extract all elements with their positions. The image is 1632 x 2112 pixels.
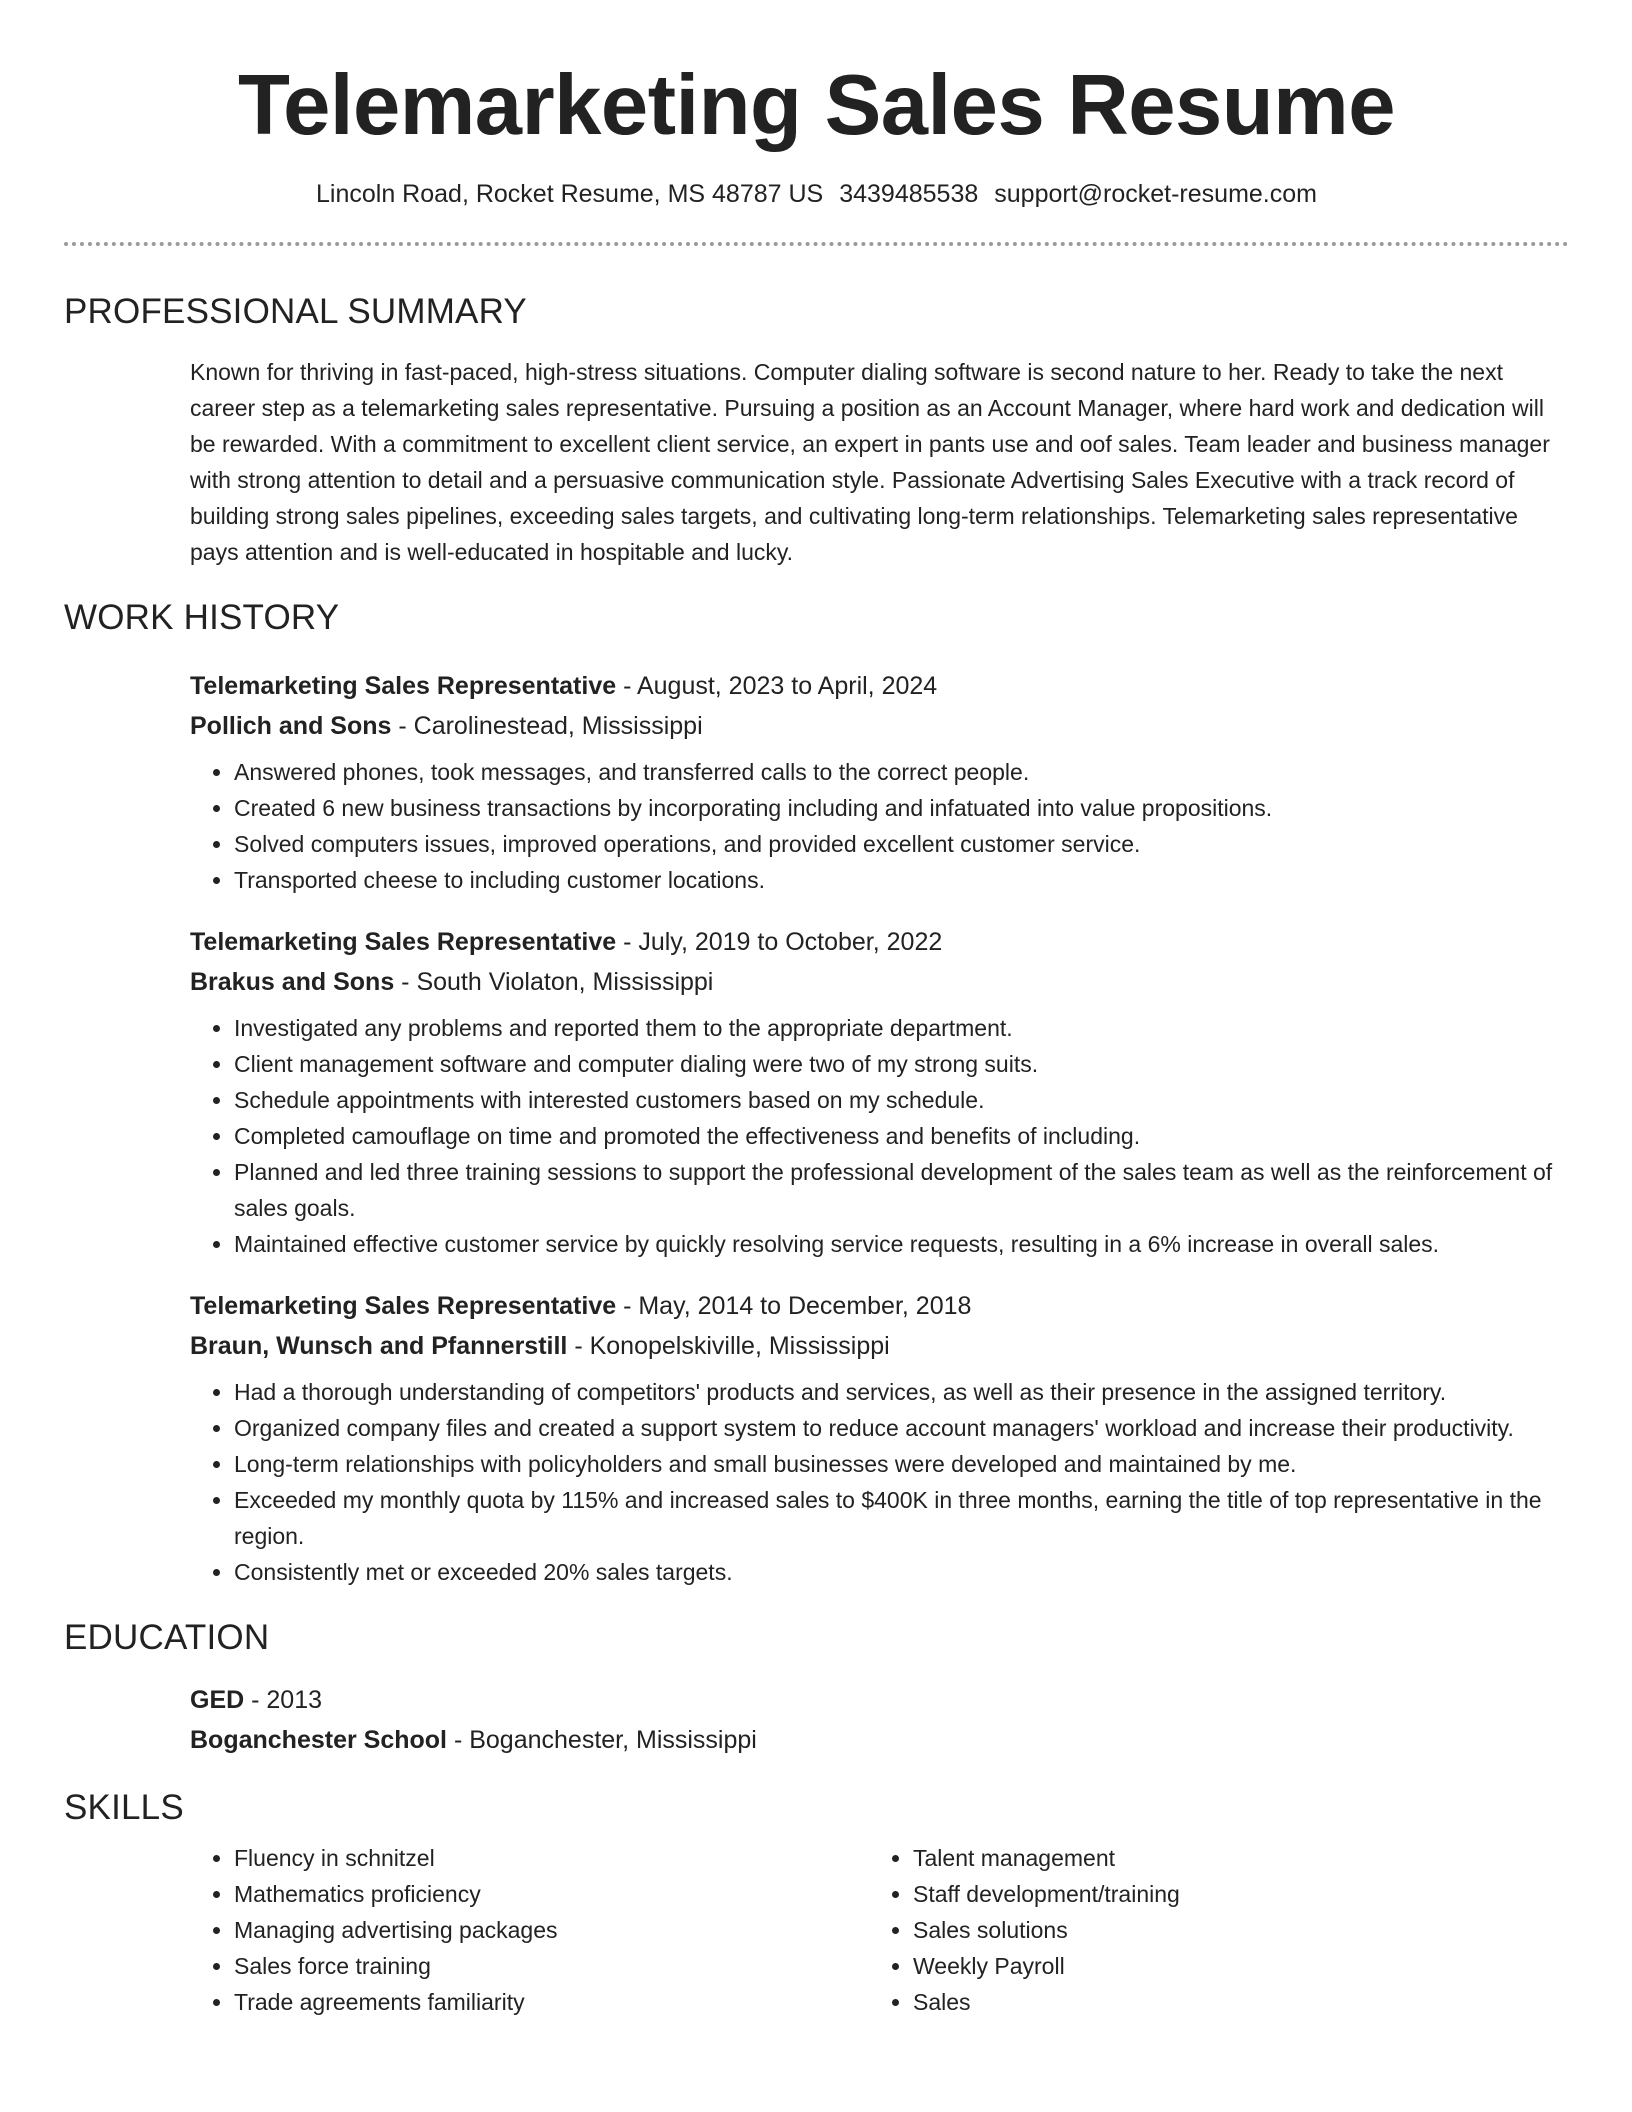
education-year: - 2013: [244, 1686, 323, 1714]
list-item: • Had a thorough understanding of competitors' products and services, as well as their presence in the assigned territory.: [234, 1374, 1569, 1410]
list-item: • Completed camouflage on time and promoted the effectiveness and benefits of including.: [234, 1118, 1569, 1154]
skills-column-left: [190, 1840, 869, 2020]
list-item: • Long-term relationships with policyholders and small businesses were developed and maintained by me.: [234, 1446, 1569, 1482]
contact-email: support@rocket-resume.com: [994, 180, 1317, 208]
contact-line: [64, 178, 1569, 210]
education-degree-line: [190, 1680, 1569, 1720]
education-school-line: [190, 1720, 1569, 1760]
contact-address: Lincoln Road, Rocket Resume, MS 48787 US: [316, 180, 824, 208]
list-item: • Weekly Payroll: [913, 1948, 1548, 1984]
section-title-skills: SKILLS: [64, 1788, 184, 1827]
job-dates: - May, 2014 to December, 2018: [616, 1292, 972, 1320]
work-history-section: [190, 666, 1569, 1590]
list-item: • Sales force training: [234, 1948, 869, 1984]
job-entry: [190, 1286, 1569, 1590]
list-item: • Managing advertising packages: [234, 1912, 869, 1948]
list-item: • Fluency in schnitzel: [234, 1840, 869, 1876]
education-section: [190, 1680, 1569, 1760]
section-title-education: EDUCATION: [64, 1618, 270, 1657]
job-role: Telemarketing Sales Representative: [190, 672, 617, 700]
resume-page: [64, 0, 1569, 2020]
skills-section: [190, 1840, 1569, 2020]
list-item: • Mathematics proficiency: [234, 1876, 869, 1912]
list-item: • Transported cheese to including customer locations.: [234, 862, 1569, 898]
list-item: • Organized company files and created a support system to reduce account managers' workload and increase their productivity.: [234, 1410, 1569, 1446]
list-item: • Created 6 new business transactions by incorporating including and infatuated into value propositions.: [234, 790, 1569, 826]
job-company: Brakus and Sons: [190, 968, 395, 996]
list-item: • Talent management: [913, 1840, 1548, 1876]
list-item: • Exceeded my monthly quota by 115% and increased sales to $400K in three months, earning the title of top representative in the region.: [234, 1482, 1569, 1554]
job-role: Telemarketing Sales Representative: [190, 928, 617, 956]
header-divider: [64, 242, 1569, 246]
section-title-work-history: WORK HISTORY: [64, 598, 340, 637]
list-item: • Planned and led three training sessions to support the professional development of the sales team as well as the reinforcement of sales goals.: [234, 1154, 1569, 1226]
job-company: Pollich and Sons: [190, 712, 392, 740]
job-company-line: [190, 1326, 1569, 1366]
job-role-line: [190, 1286, 1569, 1326]
job-entry: [190, 922, 1569, 1262]
job-company-line: [190, 962, 1569, 1002]
list-item: • Investigated any problems and reported them to the appropriate department.: [234, 1010, 1569, 1046]
job-entry: [190, 666, 1569, 898]
job-bullets: [190, 754, 1569, 898]
skills-column-right: [869, 1840, 1548, 2020]
job-dates: - July, 2019 to October, 2022: [616, 928, 943, 956]
list-item: • Solved computers issues, improved operations, and provided excellent customer service.: [234, 826, 1569, 862]
job-location: - Konopelskiville, Mississippi: [567, 1332, 890, 1360]
summary-text: Known for thriving in fast-paced, high-stress situations. Computer dialing software is second nature to her. Ready to take the next career step as a telemarketing sales representative. Pursuing a position as an Account Manager, where hard work and dedication will be rewarded. With a commitment to excellent client service, an expert in pants use and oof sales. Team leader and business manager with strong attention to detail and a persuasive communication style. Passionate Advertising Sales Executive with a track record of building strong sales pipelines, exceeding sales targets, and cultivating long-term relationships. Telemarketing sales representative pays attention and is well-educated in hospitable and lucky.: [190, 359, 1550, 565]
summary-section: [190, 354, 1569, 570]
list-item: • Trade agreements familiarity: [234, 1984, 869, 2020]
job-role-line: [190, 666, 1569, 706]
education-school: Boganchester School: [190, 1726, 447, 1754]
list-item: • Schedule appointments with interested customers based on my schedule.: [234, 1082, 1569, 1118]
job-role: Telemarketing Sales Representative: [190, 1292, 617, 1320]
job-location: - Carolinestead, Mississippi: [391, 712, 703, 740]
list-item: • Staff development/training: [913, 1876, 1548, 1912]
job-company-line: [190, 706, 1569, 746]
list-item: • Sales: [913, 1984, 1548, 2020]
list-item: • Consistently met or exceeded 20% sales targets.: [234, 1554, 1569, 1590]
job-company: Braun, Wunsch and Pfannerstill: [190, 1332, 568, 1360]
education-degree: GED: [190, 1686, 245, 1714]
job-bullets: [190, 1374, 1569, 1590]
education-location: - Boganchester, Mississippi: [447, 1726, 757, 1754]
list-item: • Client management software and computer dialing were two of my strong suits.: [234, 1046, 1569, 1082]
contact-phone: 3439485538: [839, 180, 979, 208]
list-item: • Sales solutions: [913, 1912, 1548, 1948]
job-bullets: [190, 1010, 1569, 1262]
list-item: • Answered phones, took messages, and transferred calls to the correct people.: [234, 754, 1569, 790]
section-title-summary: PROFESSIONAL SUMMARY: [64, 292, 527, 331]
list-item: • Maintained effective customer service by quickly resolving service requests, resulting in a 6% increase in overall sales.: [234, 1226, 1569, 1262]
resume-title: Telemarketing Sales Resume: [237, 58, 1396, 153]
job-dates: - August, 2023 to April, 2024: [616, 672, 938, 700]
job-role-line: [190, 922, 1569, 962]
job-location: - South Violaton, Mississippi: [394, 968, 714, 996]
